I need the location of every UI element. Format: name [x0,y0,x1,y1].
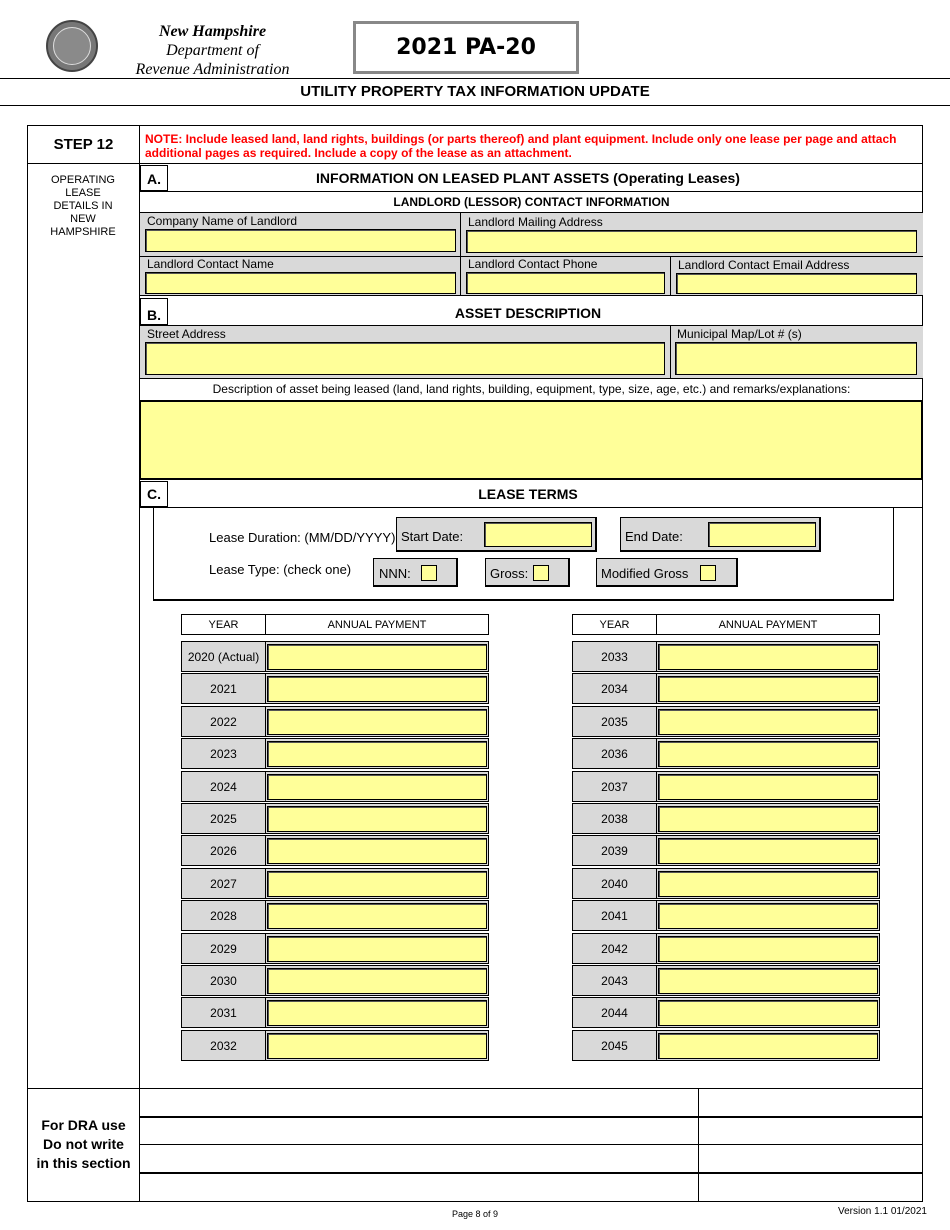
left-payment-field[interactable] [267,806,487,832]
section-b-title: ASSET DESCRIPTION [454,305,602,321]
left-year-cell: 2025 [181,803,266,834]
left-year-cell: 2024 [181,771,266,802]
left-payment-field[interactable] [267,1033,487,1059]
left-payment-cell [265,641,489,672]
right-year-cell: 2044 [572,997,657,1028]
right-payment-field[interactable] [658,936,878,962]
right-payment-field[interactable] [658,644,878,670]
right-payment-field[interactable] [658,806,878,832]
right-payment-cell [656,868,880,899]
right-payment-cell [656,803,880,834]
right-payment-cell [656,835,880,866]
dra-top-divider [27,1088,923,1089]
right-year-cell: 2045 [572,1030,657,1061]
left-year-cell: 2026 [181,835,266,866]
gross-checkbox[interactable] [533,565,549,581]
right-payment-field[interactable] [658,838,878,864]
left-payment-field[interactable] [267,774,487,800]
left-payment-field[interactable] [267,741,487,767]
right-payment-cell [656,641,880,672]
street-address-field[interactable] [145,342,665,375]
contact-name-label: Landlord Contact Name [147,257,274,271]
start-date-label: Start Date: [401,529,464,544]
left-payment-field[interactable] [267,644,487,670]
right-year-cell: 2043 [572,965,657,996]
mailing-address-label: Landlord Mailing Address [468,215,603,229]
right-year-cell: 2036 [572,738,657,769]
left-payment-cell [265,771,489,802]
dra-col-divider [698,1088,699,1202]
landlord-col-divider [460,212,461,296]
right-payment-cell [656,900,880,931]
gross-label: Gross: [490,566,529,581]
modified-gross-label: Modified Gross [601,566,689,581]
left-payment-header: ANNUAL PAYMENT [265,614,489,635]
step-row-divider [27,163,923,164]
right-payment-field[interactable] [658,968,878,994]
section-a-letter: A. [140,165,168,191]
street-address-label: Street Address [147,327,226,341]
right-year-cell: 2033 [572,641,657,672]
step-note: NOTE: Include leased land, land rights, buildings (or parts thereof) and plant equipment. Include only one lease per page and attach additional pages as required. Include a copy of the lease as an attachment. [145,132,897,160]
right-payment-cell [656,933,880,964]
left-year-cell: 2032 [181,1030,266,1061]
map-lot-label: Municipal Map/Lot # (s) [677,327,802,341]
section-b-letter: B. [140,298,168,325]
right-year-cell: 2034 [572,673,657,704]
dra-row-1 [140,1116,923,1118]
left-payment-cell [265,1030,489,1061]
right-payment-field[interactable] [658,903,878,929]
agency-line3: Revenue Administration [135,61,290,78]
description-label: Description of asset being leased (land, land rights, building, equipment, type, size, age, etc.) and remarks/explanations: [212,382,851,396]
left-payment-field[interactable] [267,936,487,962]
agency-state: New Hampshire [158,23,267,40]
right-payment-field[interactable] [658,709,878,735]
right-payment-cell [656,706,880,737]
left-year-cell: 2028 [181,900,266,931]
asset-col-divider [670,325,671,379]
left-payment-cell [265,673,489,704]
right-payment-field[interactable] [658,676,878,702]
page-title: UTILITY PROPERTY TAX INFORMATION UPDATE [300,83,650,100]
right-payment-cell [656,738,880,769]
right-payment-field[interactable] [658,1033,878,1059]
left-payment-field[interactable] [267,676,487,702]
page-number: Page 8 of 9 [451,1209,499,1219]
left-payment-field[interactable] [267,709,487,735]
agency-line2: Department of [166,42,259,59]
contact-name-field[interactable] [145,272,456,294]
dra-row-2 [140,1144,923,1145]
left-payment-field[interactable] [267,968,487,994]
right-payment-cell [656,673,880,704]
left-payment-cell [265,933,489,964]
modified-gross-checkbox[interactable] [700,565,716,581]
left-year-header: YEAR [181,614,266,635]
section-a-title: INFORMATION ON LEASED PLANT ASSETS (Operating Leases) [316,170,740,186]
dra-line3: in this section [36,1155,131,1171]
nnn-label: NNN: [379,566,411,581]
lease-duration-label: Lease Duration: (MM/DD/YYYY) [209,530,396,545]
left-payment-field[interactable] [267,1000,487,1026]
dra-line1: For DRA use [41,1117,126,1133]
dra-notice [28,1116,139,1173]
dra-line2: Do not write [43,1136,124,1152]
contact-phone-label: Landlord Contact Phone [468,257,598,271]
left-year-cell: 2030 [181,965,266,996]
lease-type-label: Lease Type: (check one) [209,562,352,577]
left-year-cell: 2029 [181,933,266,964]
right-payment-cell [656,1030,880,1061]
right-year-cell: 2042 [572,933,657,964]
left-year-cell: 2021 [181,673,266,704]
right-payment-header: ANNUAL PAYMENT [656,614,880,635]
right-payment-field[interactable] [658,871,878,897]
step-label: STEP 12 [53,136,114,153]
left-payment-cell [265,997,489,1028]
right-year-cell: 2038 [572,803,657,834]
left-payment-cell [265,738,489,769]
section-c-title: LEASE TERMS [478,486,578,502]
left-year-cell: 2023 [181,738,266,769]
contact-email-label: Landlord Contact Email Address [678,258,850,272]
end-date-label: End Date: [625,529,683,544]
left-payment-cell [265,803,489,834]
right-payment-cell [656,965,880,996]
version-label: Version 1.1 01/2021 [838,1206,927,1217]
contact-email-field[interactable] [676,273,917,294]
right-payment-field[interactable] [658,741,878,767]
map-lot-field[interactable] [675,342,917,375]
mailing-address-field[interactable] [466,230,917,253]
right-year-cell: 2037 [572,771,657,802]
right-year-cell: 2041 [572,900,657,931]
left-year-cell: 2027 [181,868,266,899]
left-year-cell: 2022 [181,706,266,737]
nnn-checkbox[interactable] [421,565,437,581]
right-year-cell: 2040 [572,868,657,899]
left-payment-cell [265,965,489,996]
agency-name [120,22,305,79]
dra-row-3 [140,1172,923,1174]
left-payment-field[interactable] [267,838,487,864]
right-year-header: YEAR [572,614,657,635]
nh-seal-logo [46,20,98,72]
landlord-subtitle: LANDLORD (LESSOR) CONTACT INFORMATION [393,195,670,209]
side-label: OPERATING LEASE DETAILS IN NEW HAMPSHIRE [50,174,116,238]
left-payment-cell [265,900,489,931]
company-name-field[interactable] [145,229,456,252]
left-year-cell: 2031 [181,997,266,1028]
left-payment-cell [265,706,489,737]
left-payment-field[interactable] [267,871,487,897]
company-name-label: Company Name of Landlord [147,214,298,228]
contact-phone-field[interactable] [466,272,665,294]
title-divider [0,105,950,106]
section-c-letter: C. [140,481,168,507]
right-payment-field[interactable] [658,1000,878,1026]
right-payment-cell [656,997,880,1028]
right-payment-field[interactable] [658,774,878,800]
right-year-cell: 2035 [572,706,657,737]
left-payment-field[interactable] [267,903,487,929]
header-divider [0,78,950,79]
section-a-divider [140,191,923,192]
end-date-field[interactable] [708,522,816,547]
left-payment-cell [265,835,489,866]
right-payment-cell [656,771,880,802]
contact-col-divider [670,256,671,296]
description-field[interactable] [139,400,923,480]
form-number: 2021 PA-20 [353,21,579,74]
right-year-cell: 2039 [572,835,657,866]
start-date-field[interactable] [484,522,592,547]
left-payment-cell [265,868,489,899]
left-year-cell: 2020 (Actual) [181,641,266,672]
